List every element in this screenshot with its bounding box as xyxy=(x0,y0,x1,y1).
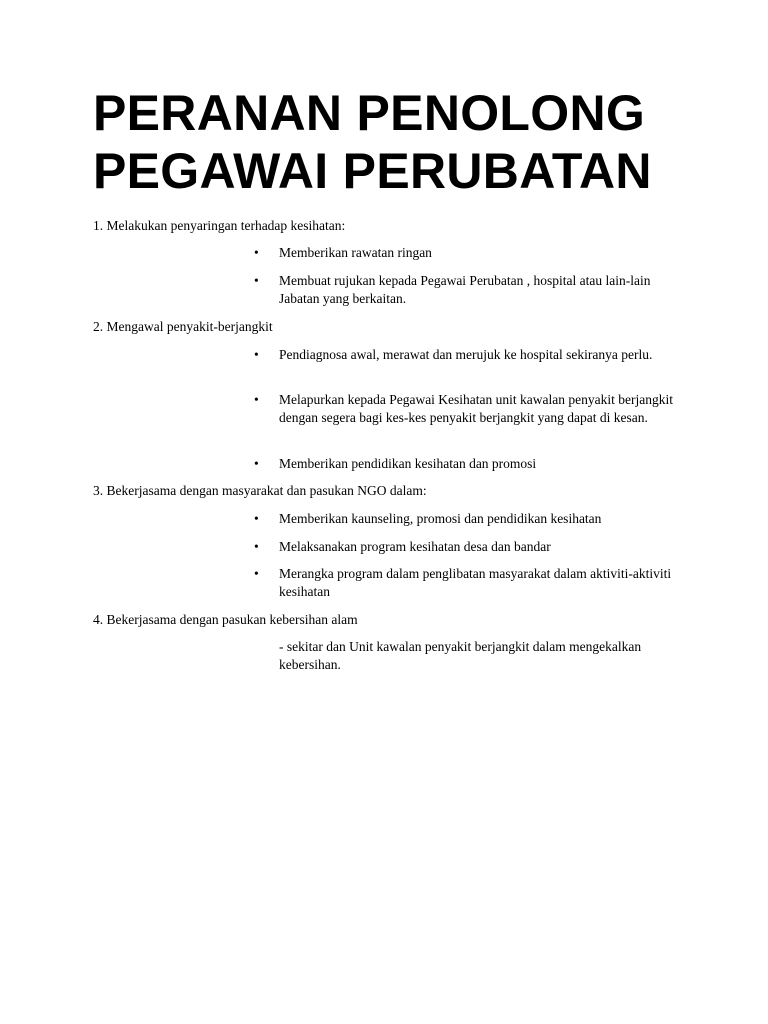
section-2-bullet-1 xyxy=(254,346,674,364)
section-1-bullet-2 xyxy=(254,272,674,308)
section-2-bullet-3 xyxy=(254,455,674,473)
bullet-dot: • xyxy=(254,566,259,581)
bullet-dot: • xyxy=(254,511,259,526)
bullet-text: Membuat rujukan kepada Pegawai Perubatan , hospital atau lain-lain Jabatan yang berkaitan. xyxy=(279,273,651,306)
title-line-1: PERANAN PENOLONG xyxy=(93,85,646,141)
bullet-text: Memberikan kaunseling, promosi dan pendidikan kesihatan xyxy=(279,511,602,526)
bullet-dot: • xyxy=(254,273,259,288)
bullet-text: Memberikan pendidikan kesihatan dan promosi xyxy=(279,456,537,471)
section-4-note: - sekitar dan Unit kawalan penyakit berjangkit dalam mengekalkan kebersihan. xyxy=(279,639,642,672)
bullet-dot: • xyxy=(254,456,259,471)
bullet-dot: • xyxy=(254,347,259,362)
section-2-bullet-2 xyxy=(254,391,674,427)
bullet-text: Merangka program dalam penglibatan masyarakat dalam aktiviti-aktiviti kesihatan xyxy=(279,566,672,599)
bullet-dot: • xyxy=(254,392,259,407)
bullet-dot: • xyxy=(254,245,259,260)
section-1-bullet-1 xyxy=(254,244,674,262)
section-3-bullet-2 xyxy=(254,538,674,556)
bullet-text: Melapurkan kepada Pegawai Kesihatan unit kawalan penyakit berjangkit dengan segera bagi kes-kes penyakit berjangkit yang dapat di kesan. xyxy=(279,392,673,425)
bullet-text: Pendiagnosa awal, merawat dan merujuk ke hospital sekiranya perlu. xyxy=(279,347,653,362)
section-3-bullet-3 xyxy=(254,565,674,601)
section-4-heading: 4. Bekerjasama dengan pasukan kebersihan alam xyxy=(93,612,358,627)
document-title xyxy=(93,84,652,200)
bullet-text: Melaksanakan program kesihatan desa dan bandar xyxy=(279,539,551,554)
bullet-dot: • xyxy=(254,539,259,554)
bullet-text: Memberikan rawatan ringan xyxy=(279,245,432,260)
section-1-heading: 1. Melakukan penyaringan terhadap kesihatan: xyxy=(93,218,346,233)
section-2-heading: 2. Mengawal penyakit-berjangkit xyxy=(93,319,273,334)
section-3-bullet-1 xyxy=(254,510,674,528)
title-line-2: PEGAWAI PERUBATAN xyxy=(93,143,652,199)
section-3-heading: 3. Bekerjasama dengan masyarakat dan pasukan NGO dalam: xyxy=(93,483,427,498)
